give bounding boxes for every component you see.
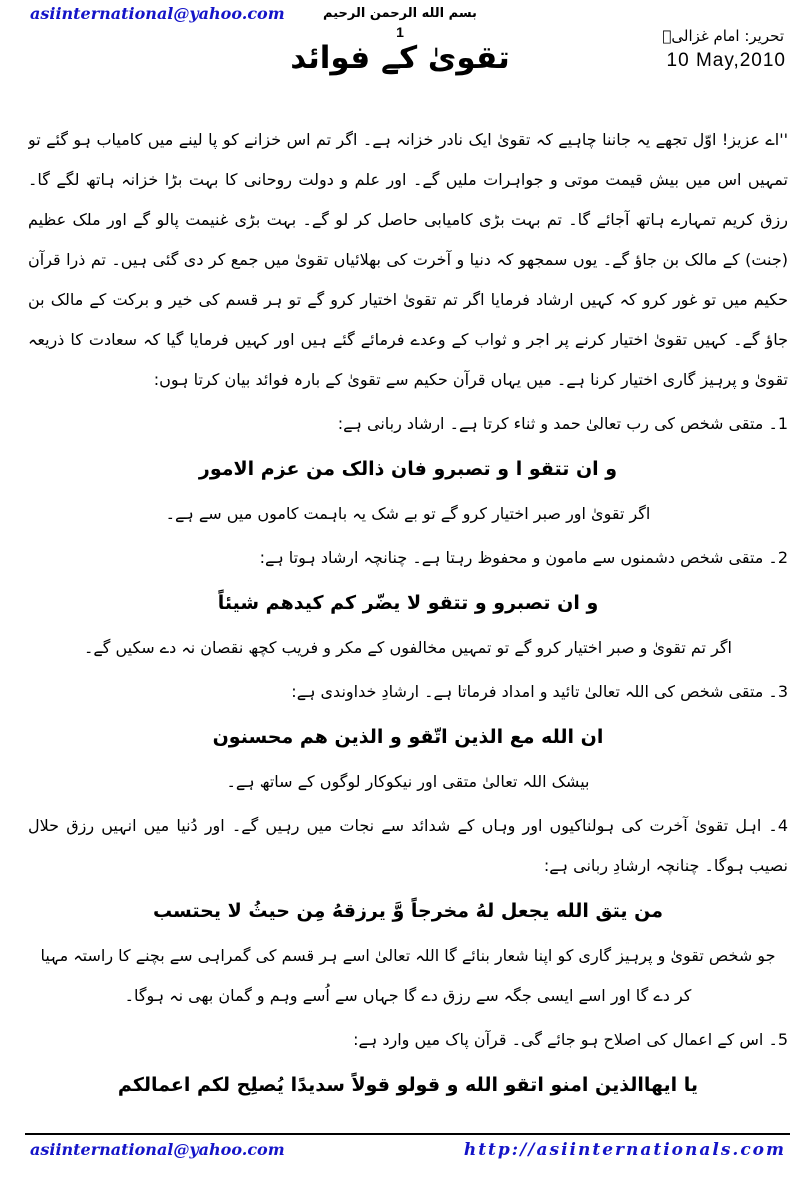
benefit-section-3 xyxy=(28,672,788,802)
date-text: 10 May,2010 xyxy=(666,50,786,71)
benefit-1-arabic-verse: و ان تتقو ا و تصبرو فان ذالک من عزم الامور xyxy=(198,458,618,480)
benefit-4-heading: 4۔ اہل تقویٰ آخرت کی ہولناکیوں اور وہاں کے شدائد سے نجات میں رہیں گے۔ اور دُنیا میں انہیں رزق حلال نصیب ہوگا۔ چنانچہ ارشادِ ربانی ہے: xyxy=(28,816,788,875)
benefit-2-arabic-verse: و ان تصبرو و تتقو لا یضّر کم کیدھم شیئاً xyxy=(217,592,599,614)
benefit-1-heading: 1۔ متقی شخص کی رب تعالیٰ حمد و ثناء کرتا ہے۔ ارشاد ربانی ہے: xyxy=(337,414,788,433)
benefit-section-5 xyxy=(28,1020,788,1104)
author-line: تحریر: امام غزالیؒ xyxy=(662,27,784,45)
header-email-link[interactable]: asiinternational@yahoo.com xyxy=(30,4,285,23)
footer-email-link[interactable]: asiinternational@yahoo.com xyxy=(30,1140,285,1159)
benefit-section-2 xyxy=(28,538,788,668)
page-number: 1 xyxy=(396,24,404,40)
benefit-5-arabic-verse: یا ایھاالذین امنو اتقو الله و قولو قولاً سدیدًا یُصلِح لکم اعمالکم xyxy=(117,1074,699,1096)
benefit-section-4 xyxy=(28,806,788,1016)
benefit-5-heading: 5۔ اس کے اعمال کی اصلاح ہو جائے گی۔ قرآن پاک میں وارد ہے: xyxy=(353,1030,788,1049)
benefit-3-translation: بیشک اللہ تعالیٰ متقی اور نیکوکار لوگوں کے ساتھ ہے۔ xyxy=(226,772,590,791)
document-body xyxy=(28,120,788,1126)
footer-url-link[interactable]: http://asiinternationals.com xyxy=(463,1140,786,1160)
intro-paragraph: ''اے عزیز! اوّل تجھے یہ جاننا چاہیے کہ تقویٰ ایک نادر خزانہ ہے۔ اگر تم اس خزانے کو پا لینے میں کامیاب ہو گئے تو تمہیں اس میں بیش قیمت موتی و جواہرات ملیں گے۔ اور علم و دولت روحانی کا بہت بڑا خزانہ ہاتھ لگے گا۔ رزق کریم تمہارے ہاتھ آجائے گا۔ تم بہت بڑی کامیابی حاصل کر لو گے۔ بہت بڑی غنیمت پالو گے اور ملک عظیم (جنت) کے مالک بن جاؤ گے۔ یوں سمجھو کہ دنیا و آخرت کی بھلائیاں تقویٰ میں جمع کر دی گئی ہیں۔ تم ذرا قرآن حکیم میں تو غور کرو کہ کہیں ارشاد فرمایا اگر تم تقویٰ اختیار کرو گے تو ہر قسم کی خیر و برکت کے مالک بن جاؤ گے۔ کہیں تقویٰ اختیار کرنے پر اجر و ثواب کے وعدے فرمائے گئے ہیں اور کہیں فرمایا گیا کہ سعادت کا ذریعہ تقویٰ و پرہیز گاری اختیار کرنا ہے۔ میں یہاں قرآن حکیم سے تقویٰ کے بارہ فوائد بیان کرتا ہوں: xyxy=(28,130,788,389)
bismillah-text: بسم الله الرحمن الرحيم xyxy=(323,6,477,21)
benefit-4-arabic-verse: من یتق الله یجعل لهُ مخرجاً وَّ یرزقهُ مِن حیثُ لا یحتسب xyxy=(152,900,664,922)
benefit-1-translation: اگر تقویٰ اور صبر اختیار کرو گے تو بے شک یہ باہمت کاموں میں سے ہے۔ xyxy=(165,504,651,523)
footer-divider xyxy=(25,1133,790,1135)
page-footer xyxy=(0,1126,800,1200)
benefit-2-translation: اگر تم تقویٰ و صبر اختیار کرو گے تو تمہیں مخالفوں کے مکر و فریب کچھ نقصان نہ دے سکیں گے۔ xyxy=(84,638,732,657)
document-title: تقویٰ کے فوائد xyxy=(290,40,510,76)
benefit-2-heading: 2۔ متقی شخص دشمنوں سے مامون و محفوظ رہتا ہے۔ چنانچہ ارشاد ہوتا ہے: xyxy=(259,548,788,567)
benefit-3-heading: 3۔ متقی شخص کی اللہ تعالیٰ تائید و امداد فرماتا ہے۔ ارشادِ خداوندی ہے: xyxy=(291,682,788,701)
footer-row xyxy=(30,1140,786,1160)
benefit-section-1 xyxy=(28,404,788,534)
benefit-3-arabic-verse: ان الله مع الذین اتّقو و الذین ھم محسنون xyxy=(212,726,604,748)
benefit-4-translation: جو شخص تقویٰ و پرہیز گاری کو اپنا شعار بنائے گا اللہ تعالیٰ اسے ہر قسم کی گمراہی سے بچنے کا راستہ مہیا کر دے گا اور اسے ایسی جگہ سے رزق دے گا جہاں سے اُسے وہم و گمان بھی نہ ہوگا۔ xyxy=(40,946,776,1005)
